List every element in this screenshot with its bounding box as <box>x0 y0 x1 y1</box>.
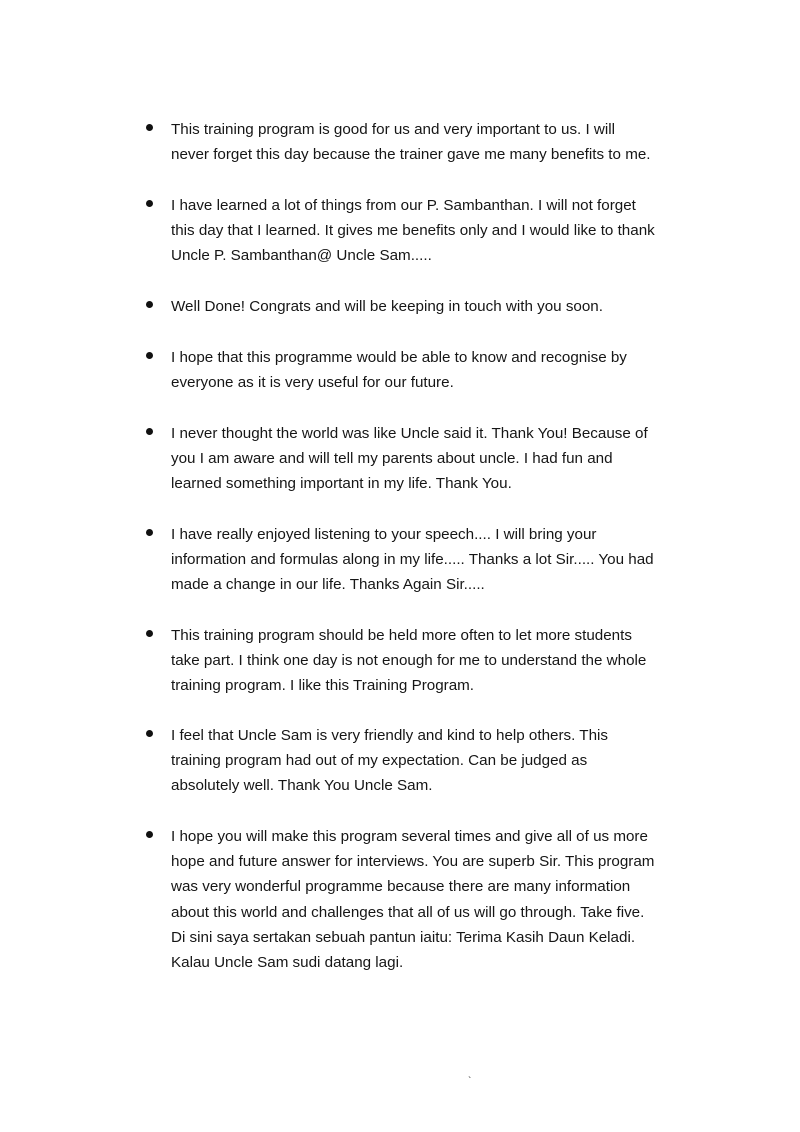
text-line: training program. I like this Training Program. <box>171 677 475 695</box>
bullet-icon <box>146 124 153 131</box>
text-line: training program had out of my expectation. Can be judged as <box>171 752 588 770</box>
footer-mark: ` <box>468 1076 472 1087</box>
feedback-text <box>171 421 701 497</box>
text-line: learned something important in my life. Thank You. <box>171 475 512 493</box>
text-line: made a change in our life. Thanks Again Sir..... <box>171 576 485 594</box>
text-line: I never thought the world was like Uncle said it. Thank You! Because of <box>171 425 648 442</box>
text-line: Uncle P. Sambanthan@ Uncle Sam..... <box>171 247 432 265</box>
text-line: Di sini saya sertakan sebuah pantun iaitu: Terima Kasih Daun Keladi. <box>171 928 636 946</box>
bullet-icon <box>146 352 153 359</box>
text-line: This training program is good for us and very important to us. I will <box>171 121 616 138</box>
text-line: was very wonderful programme because there are many information <box>171 878 631 896</box>
bullet-icon <box>146 630 153 637</box>
bullet-icon <box>146 428 153 435</box>
bullet-icon <box>146 730 153 737</box>
text-line: information and formulas along in my life..... Thanks a lot Sir..... You had <box>171 551 654 569</box>
bullet-icon <box>146 200 153 207</box>
bullet-icon <box>146 301 153 308</box>
bullet-icon <box>146 831 153 838</box>
text-line: This training program should be held more often to let more students <box>171 627 632 644</box>
bullet-icon <box>146 529 153 536</box>
text-line: never forget this day because the trainer gave me many benefits to me. <box>171 146 651 164</box>
feedback-text <box>171 723 701 799</box>
feedback-text <box>171 522 701 598</box>
text-line: this day that I learned. It gives me benefits only and I would like to thank <box>171 222 655 240</box>
text-line: everyone as it is very useful for our future. <box>171 374 454 392</box>
text-line: absolutely well. Thank You Uncle Sam. <box>171 777 433 795</box>
text-line: take part. I think one day is not enough for me to understand the whole <box>171 652 647 670</box>
feedback-text <box>171 294 701 319</box>
feedback-text <box>171 824 701 975</box>
feedback-text <box>171 345 701 395</box>
text-line: Well Done! Congrats and will be keeping in touch with you soon. <box>171 298 603 315</box>
feedback-text <box>171 623 701 699</box>
text-line: I feel that Uncle Sam is very friendly and kind to help others. This <box>171 727 608 744</box>
text-line: you I am aware and will tell my parents about uncle. I had fun and <box>171 450 613 468</box>
text-line: hope and future answer for interviews. You are superb Sir. This program <box>171 853 655 871</box>
text-line: Kalau Uncle Sam sudi datang lagi. <box>171 953 404 971</box>
text-line: about this world and challenges that all of us will go through. Take five. <box>171 903 645 921</box>
text-line: I have learned a lot of things from our P. Sambanthan. I will not forget <box>171 197 636 214</box>
text-line: I hope you will make this program several times and give all of us more <box>171 828 648 845</box>
feedback-text <box>171 193 701 269</box>
text-line: I have really enjoyed listening to your speech.... I will bring your <box>171 526 597 543</box>
text-line: I hope that this programme would be able to know and recognise by <box>171 349 627 366</box>
feedback-text <box>171 117 701 167</box>
